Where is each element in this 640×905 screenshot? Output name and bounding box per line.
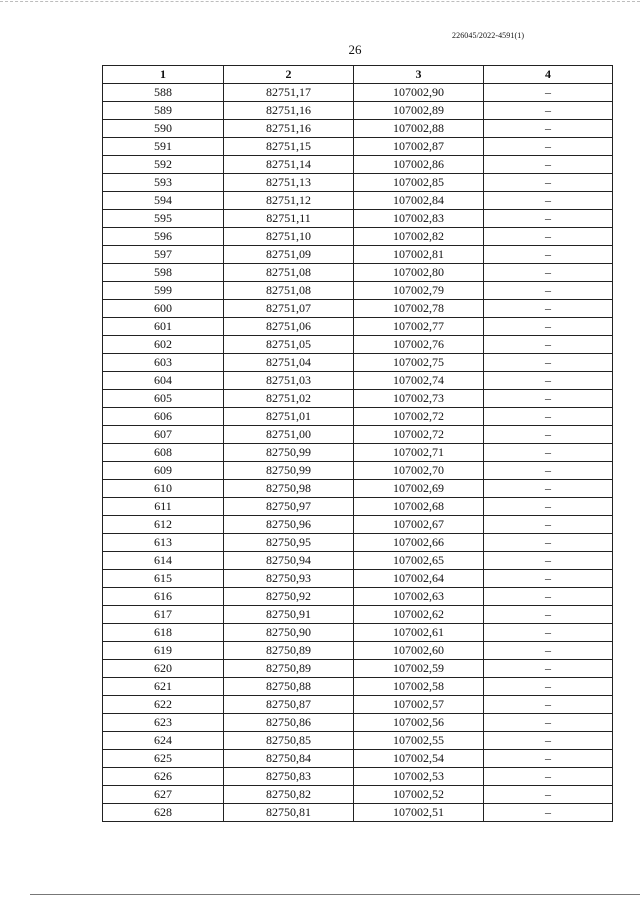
note-cell: – — [484, 282, 613, 300]
y-coordinate-cell: 107002,53 — [354, 768, 484, 786]
column-header: 2 — [224, 66, 354, 84]
table-row — [103, 372, 613, 390]
point-number-cell: 614 — [103, 552, 224, 570]
y-coordinate-cell: 107002,61 — [354, 624, 484, 642]
x-coordinate-cell: 82751,04 — [224, 354, 354, 372]
x-coordinate-cell: 82750,87 — [224, 696, 354, 714]
column-header: 4 — [484, 66, 613, 84]
note-cell: – — [484, 444, 613, 462]
x-coordinate-cell: 82751,13 — [224, 174, 354, 192]
point-number-cell: 624 — [103, 732, 224, 750]
note-cell: – — [484, 642, 613, 660]
y-coordinate-cell: 107002,77 — [354, 318, 484, 336]
table-row — [103, 390, 613, 408]
table-row — [103, 444, 613, 462]
note-cell: – — [484, 588, 613, 606]
note-cell: – — [484, 714, 613, 732]
point-number-cell: 625 — [103, 750, 224, 768]
point-number-cell: 628 — [103, 804, 224, 822]
note-cell: – — [484, 462, 613, 480]
note-cell: – — [484, 480, 613, 498]
y-coordinate-cell: 107002,76 — [354, 336, 484, 354]
y-coordinate-cell: 107002,60 — [354, 642, 484, 660]
y-coordinate-cell: 107002,65 — [354, 552, 484, 570]
table-row — [103, 192, 613, 210]
note-cell: – — [484, 750, 613, 768]
y-coordinate-cell: 107002,90 — [354, 84, 484, 102]
table-row — [103, 264, 613, 282]
point-number-cell: 597 — [103, 246, 224, 264]
table-row — [103, 120, 613, 138]
note-cell: – — [484, 660, 613, 678]
note-cell: – — [484, 786, 613, 804]
x-coordinate-cell: 82750,82 — [224, 786, 354, 804]
x-coordinate-cell: 82750,95 — [224, 534, 354, 552]
point-number-cell: 616 — [103, 588, 224, 606]
y-coordinate-cell: 107002,80 — [354, 264, 484, 282]
table-row — [103, 480, 613, 498]
note-cell: – — [484, 246, 613, 264]
note-cell: – — [484, 210, 613, 228]
y-coordinate-cell: 107002,85 — [354, 174, 484, 192]
table-row — [103, 462, 613, 480]
point-number-cell: 602 — [103, 336, 224, 354]
note-cell: – — [484, 84, 613, 102]
point-number-cell: 617 — [103, 606, 224, 624]
y-coordinate-cell: 107002,54 — [354, 750, 484, 768]
point-number-cell: 591 — [103, 138, 224, 156]
x-coordinate-cell: 82751,05 — [224, 336, 354, 354]
x-coordinate-cell: 82751,12 — [224, 192, 354, 210]
point-number-cell: 609 — [103, 462, 224, 480]
x-coordinate-cell: 82751,17 — [224, 84, 354, 102]
table-row — [103, 102, 613, 120]
table-body — [103, 84, 613, 822]
table-row — [103, 624, 613, 642]
point-number-cell: 595 — [103, 210, 224, 228]
note-cell: – — [484, 552, 613, 570]
x-coordinate-cell: 82750,88 — [224, 678, 354, 696]
x-coordinate-cell: 82751,10 — [224, 228, 354, 246]
note-cell: – — [484, 498, 613, 516]
note-cell: – — [484, 174, 613, 192]
y-coordinate-cell: 107002,67 — [354, 516, 484, 534]
table-row — [103, 696, 613, 714]
table-row — [103, 732, 613, 750]
y-coordinate-cell: 107002,74 — [354, 372, 484, 390]
note-cell: – — [484, 696, 613, 714]
note-cell: – — [484, 336, 613, 354]
table-row — [103, 300, 613, 318]
note-cell: – — [484, 804, 613, 822]
point-number-cell: 627 — [103, 786, 224, 804]
table-row — [103, 660, 613, 678]
table-row — [103, 678, 613, 696]
y-coordinate-cell: 107002,52 — [354, 786, 484, 804]
y-coordinate-cell: 107002,66 — [354, 534, 484, 552]
table-row — [103, 516, 613, 534]
x-coordinate-cell: 82750,91 — [224, 606, 354, 624]
point-number-cell: 615 — [103, 570, 224, 588]
note-cell: – — [484, 138, 613, 156]
x-coordinate-cell: 82751,09 — [224, 246, 354, 264]
table-row — [103, 804, 613, 822]
note-cell: – — [484, 354, 613, 372]
table-row — [103, 714, 613, 732]
y-coordinate-cell: 107002,64 — [354, 570, 484, 588]
point-number-cell: 596 — [103, 228, 224, 246]
x-coordinate-cell: 82750,90 — [224, 624, 354, 642]
note-cell: – — [484, 102, 613, 120]
point-number-cell: 604 — [103, 372, 224, 390]
table-row — [103, 552, 613, 570]
y-coordinate-cell: 107002,58 — [354, 678, 484, 696]
y-coordinate-cell: 107002,56 — [354, 714, 484, 732]
x-coordinate-cell: 82750,98 — [224, 480, 354, 498]
point-number-cell: 592 — [103, 156, 224, 174]
x-coordinate-cell: 82750,86 — [224, 714, 354, 732]
y-coordinate-cell: 107002,72 — [354, 408, 484, 426]
point-number-cell: 610 — [103, 480, 224, 498]
y-coordinate-cell: 107002,51 — [354, 804, 484, 822]
table-row — [103, 768, 613, 786]
table-row — [103, 156, 613, 174]
point-number-cell: 594 — [103, 192, 224, 210]
point-number-cell: 589 — [103, 102, 224, 120]
point-number-cell: 608 — [103, 444, 224, 462]
y-coordinate-cell: 107002,72 — [354, 426, 484, 444]
table-row — [103, 354, 613, 372]
note-cell: – — [484, 426, 613, 444]
point-number-cell: 588 — [103, 84, 224, 102]
point-number-cell: 606 — [103, 408, 224, 426]
table-row — [103, 174, 613, 192]
point-number-cell: 593 — [103, 174, 224, 192]
note-cell: – — [484, 390, 613, 408]
y-coordinate-cell: 107002,87 — [354, 138, 484, 156]
note-cell: – — [484, 570, 613, 588]
x-coordinate-cell: 82750,89 — [224, 660, 354, 678]
table-row — [103, 408, 613, 426]
y-coordinate-cell: 107002,75 — [354, 354, 484, 372]
point-number-cell: 623 — [103, 714, 224, 732]
x-coordinate-cell: 82751,00 — [224, 426, 354, 444]
note-cell: – — [484, 624, 613, 642]
top-scan-edge — [0, 1, 640, 2]
coordinates-table — [102, 65, 613, 822]
note-cell: – — [484, 156, 613, 174]
table-row — [103, 336, 613, 354]
note-cell: – — [484, 372, 613, 390]
table-row — [103, 750, 613, 768]
x-coordinate-cell: 82750,83 — [224, 768, 354, 786]
note-cell: – — [484, 678, 613, 696]
table-row — [103, 606, 613, 624]
y-coordinate-cell: 107002,68 — [354, 498, 484, 516]
x-coordinate-cell: 82751,06 — [224, 318, 354, 336]
table-row — [103, 588, 613, 606]
table-row — [103, 228, 613, 246]
point-number-cell: 590 — [103, 120, 224, 138]
table-row — [103, 210, 613, 228]
y-coordinate-cell: 107002,88 — [354, 120, 484, 138]
x-coordinate-cell: 82751,16 — [224, 120, 354, 138]
point-number-cell: 613 — [103, 534, 224, 552]
document-reference: 226045/2022-4591(1) — [452, 31, 525, 40]
y-coordinate-cell: 107002,82 — [354, 228, 484, 246]
y-coordinate-cell: 107002,81 — [354, 246, 484, 264]
note-cell: – — [484, 120, 613, 138]
note-cell: – — [484, 516, 613, 534]
table-header-row — [103, 66, 613, 84]
table-row — [103, 426, 613, 444]
point-number-cell: 607 — [103, 426, 224, 444]
point-number-cell: 598 — [103, 264, 224, 282]
x-coordinate-cell: 82751,16 — [224, 102, 354, 120]
note-cell: – — [484, 534, 613, 552]
x-coordinate-cell: 82750,94 — [224, 552, 354, 570]
y-coordinate-cell: 107002,63 — [354, 588, 484, 606]
column-header: 1 — [103, 66, 224, 84]
y-coordinate-cell: 107002,73 — [354, 390, 484, 408]
y-coordinate-cell: 107002,57 — [354, 696, 484, 714]
point-number-cell: 619 — [103, 642, 224, 660]
y-coordinate-cell: 107002,55 — [354, 732, 484, 750]
table-row — [103, 84, 613, 102]
table-row — [103, 138, 613, 156]
table-row — [103, 498, 613, 516]
bottom-scan-edge — [30, 894, 640, 895]
x-coordinate-cell: 82751,01 — [224, 408, 354, 426]
column-header: 3 — [354, 66, 484, 84]
point-number-cell: 611 — [103, 498, 224, 516]
x-coordinate-cell: 82751,14 — [224, 156, 354, 174]
x-coordinate-cell: 82751,08 — [224, 282, 354, 300]
y-coordinate-cell: 107002,70 — [354, 462, 484, 480]
x-coordinate-cell: 82750,97 — [224, 498, 354, 516]
x-coordinate-cell: 82751,11 — [224, 210, 354, 228]
point-number-cell: 599 — [103, 282, 224, 300]
x-coordinate-cell: 82751,03 — [224, 372, 354, 390]
table-row — [103, 318, 613, 336]
y-coordinate-cell: 107002,69 — [354, 480, 484, 498]
point-number-cell: 626 — [103, 768, 224, 786]
table-row — [103, 642, 613, 660]
point-number-cell: 605 — [103, 390, 224, 408]
x-coordinate-cell: 82750,84 — [224, 750, 354, 768]
y-coordinate-cell: 107002,62 — [354, 606, 484, 624]
table-row — [103, 786, 613, 804]
y-coordinate-cell: 107002,86 — [354, 156, 484, 174]
x-coordinate-cell: 82751,02 — [224, 390, 354, 408]
point-number-cell: 601 — [103, 318, 224, 336]
y-coordinate-cell: 107002,89 — [354, 102, 484, 120]
x-coordinate-cell: 82750,93 — [224, 570, 354, 588]
note-cell: – — [484, 318, 613, 336]
point-number-cell: 618 — [103, 624, 224, 642]
point-number-cell: 621 — [103, 678, 224, 696]
note-cell: – — [484, 300, 613, 318]
x-coordinate-cell: 82751,15 — [224, 138, 354, 156]
x-coordinate-cell: 82751,08 — [224, 264, 354, 282]
point-number-cell: 622 — [103, 696, 224, 714]
page-number: 26 — [348, 42, 362, 57]
point-number-cell: 603 — [103, 354, 224, 372]
table-row — [103, 246, 613, 264]
y-coordinate-cell: 107002,59 — [354, 660, 484, 678]
note-cell: – — [484, 768, 613, 786]
note-cell: – — [484, 408, 613, 426]
x-coordinate-cell: 82750,96 — [224, 516, 354, 534]
x-coordinate-cell: 82750,99 — [224, 444, 354, 462]
x-coordinate-cell: 82751,07 — [224, 300, 354, 318]
note-cell: – — [484, 228, 613, 246]
note-cell: – — [484, 192, 613, 210]
y-coordinate-cell: 107002,78 — [354, 300, 484, 318]
y-coordinate-cell: 107002,83 — [354, 210, 484, 228]
point-number-cell: 612 — [103, 516, 224, 534]
x-coordinate-cell: 82750,81 — [224, 804, 354, 822]
y-coordinate-cell: 107002,71 — [354, 444, 484, 462]
point-number-cell: 620 — [103, 660, 224, 678]
x-coordinate-cell: 82750,89 — [224, 642, 354, 660]
table-row — [103, 282, 613, 300]
table-row — [103, 570, 613, 588]
table-row — [103, 534, 613, 552]
y-coordinate-cell: 107002,79 — [354, 282, 484, 300]
x-coordinate-cell: 82750,99 — [224, 462, 354, 480]
note-cell: – — [484, 732, 613, 750]
x-coordinate-cell: 82750,85 — [224, 732, 354, 750]
point-number-cell: 600 — [103, 300, 224, 318]
note-cell: – — [484, 264, 613, 282]
x-coordinate-cell: 82750,92 — [224, 588, 354, 606]
note-cell: – — [484, 606, 613, 624]
y-coordinate-cell: 107002,84 — [354, 192, 484, 210]
